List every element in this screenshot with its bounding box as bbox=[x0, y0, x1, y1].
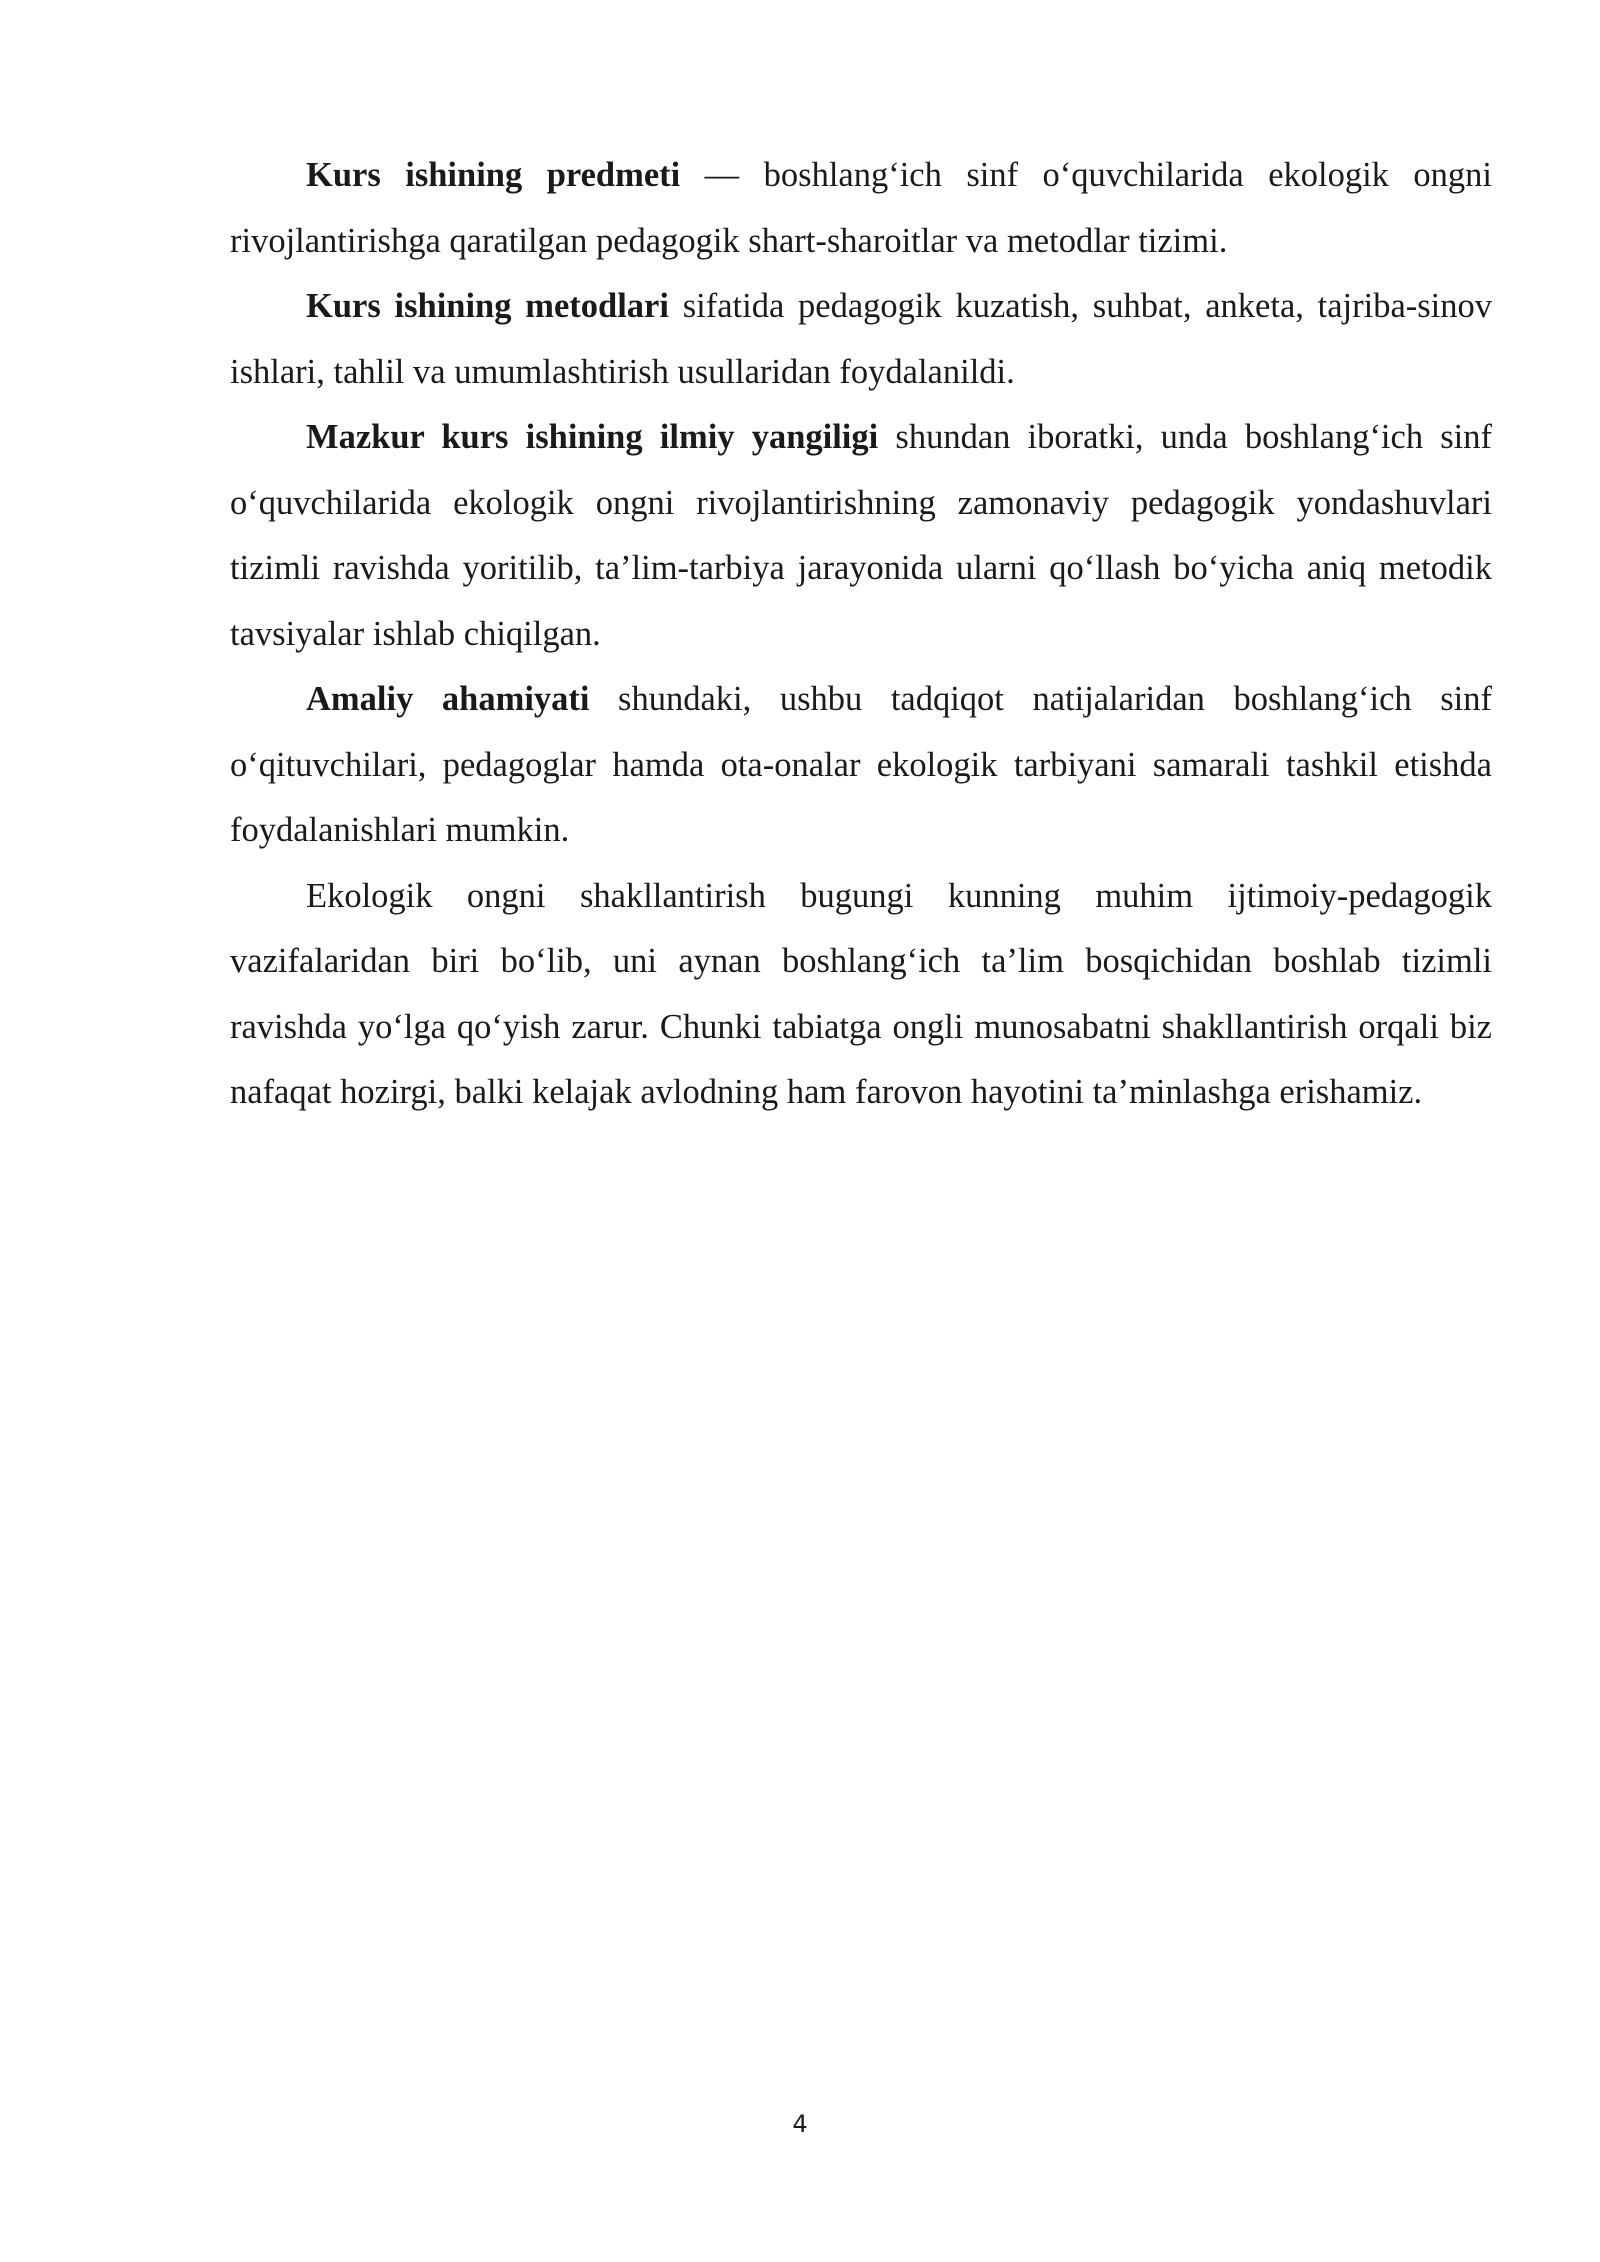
paragraph-methods bbox=[230, 274, 1492, 405]
page-body bbox=[230, 143, 1492, 1126]
paragraph-text: sifatida pedagogik kuzatish, suhbat, anketa, tajriba-​sinov ishlari, tahlil va umumlashtirish usullaridan foydalanildi. bbox=[230, 287, 1493, 391]
paragraph-text: — boshlang‘ich sinf o‘quvchilarida ekologik ongni rivojlantirishga qaratilgan pedagogik shart-sharoitlar va metodlar tizimi. bbox=[230, 156, 1492, 260]
paragraph-text: Ekologik ongni shakllantirish bugungi kunning muhim ijtimoiy-pedagogik vazifalaridan biri bo‘lib, uni aynan boshlang‘ich ta’lim bosqichidan boshlab tizimli ravishda yo‘lga qo‘yish zarur. Chunki tabiatga ongli munosabatni shakllantirish orqali biz nafaqat hozirgi, balki kelajak avlodning ham farovon hayotini ta’minlashga erishamiz. bbox=[230, 876, 1492, 1111]
page-number: 4 bbox=[792, 2110, 808, 2138]
paragraph-practical-significance bbox=[230, 667, 1492, 864]
paragraph-lead: Kurs ishining predmeti bbox=[306, 156, 681, 194]
paragraph-subject bbox=[230, 143, 1492, 274]
paragraph-text: shundaki, ushbu tadqiqot natijalaridan boshlang‘ich sinf o‘qituvchilari, pedagoglar hamda ota-onalar ekologik tarbiyani samarali tashkil etishda foydalanishlari mumkin. bbox=[230, 680, 1492, 849]
paragraph-text: shundan iboratki, unda boshlang‘ich sinf o‘quvchilarida ekologik ongni rivojlantirishning zamonaviy pedagogik yondashuvlari tizimli ravishda yoritilib, ta’lim-tarbiya jarayonida ularni qo‘llash bo‘yicha aniq metodik tavsiyalar ishlab chiqilgan. bbox=[230, 418, 1492, 653]
paragraph-conclusion bbox=[230, 864, 1492, 1126]
paragraph-novelty bbox=[230, 405, 1492, 667]
paragraph-lead: Kurs ishining metodlari bbox=[306, 287, 669, 325]
paragraph-lead: Mazkur kurs ishining ilmiy yangiligi bbox=[306, 418, 879, 456]
paragraph-lead: Amaliy ahamiyati bbox=[306, 680, 590, 718]
